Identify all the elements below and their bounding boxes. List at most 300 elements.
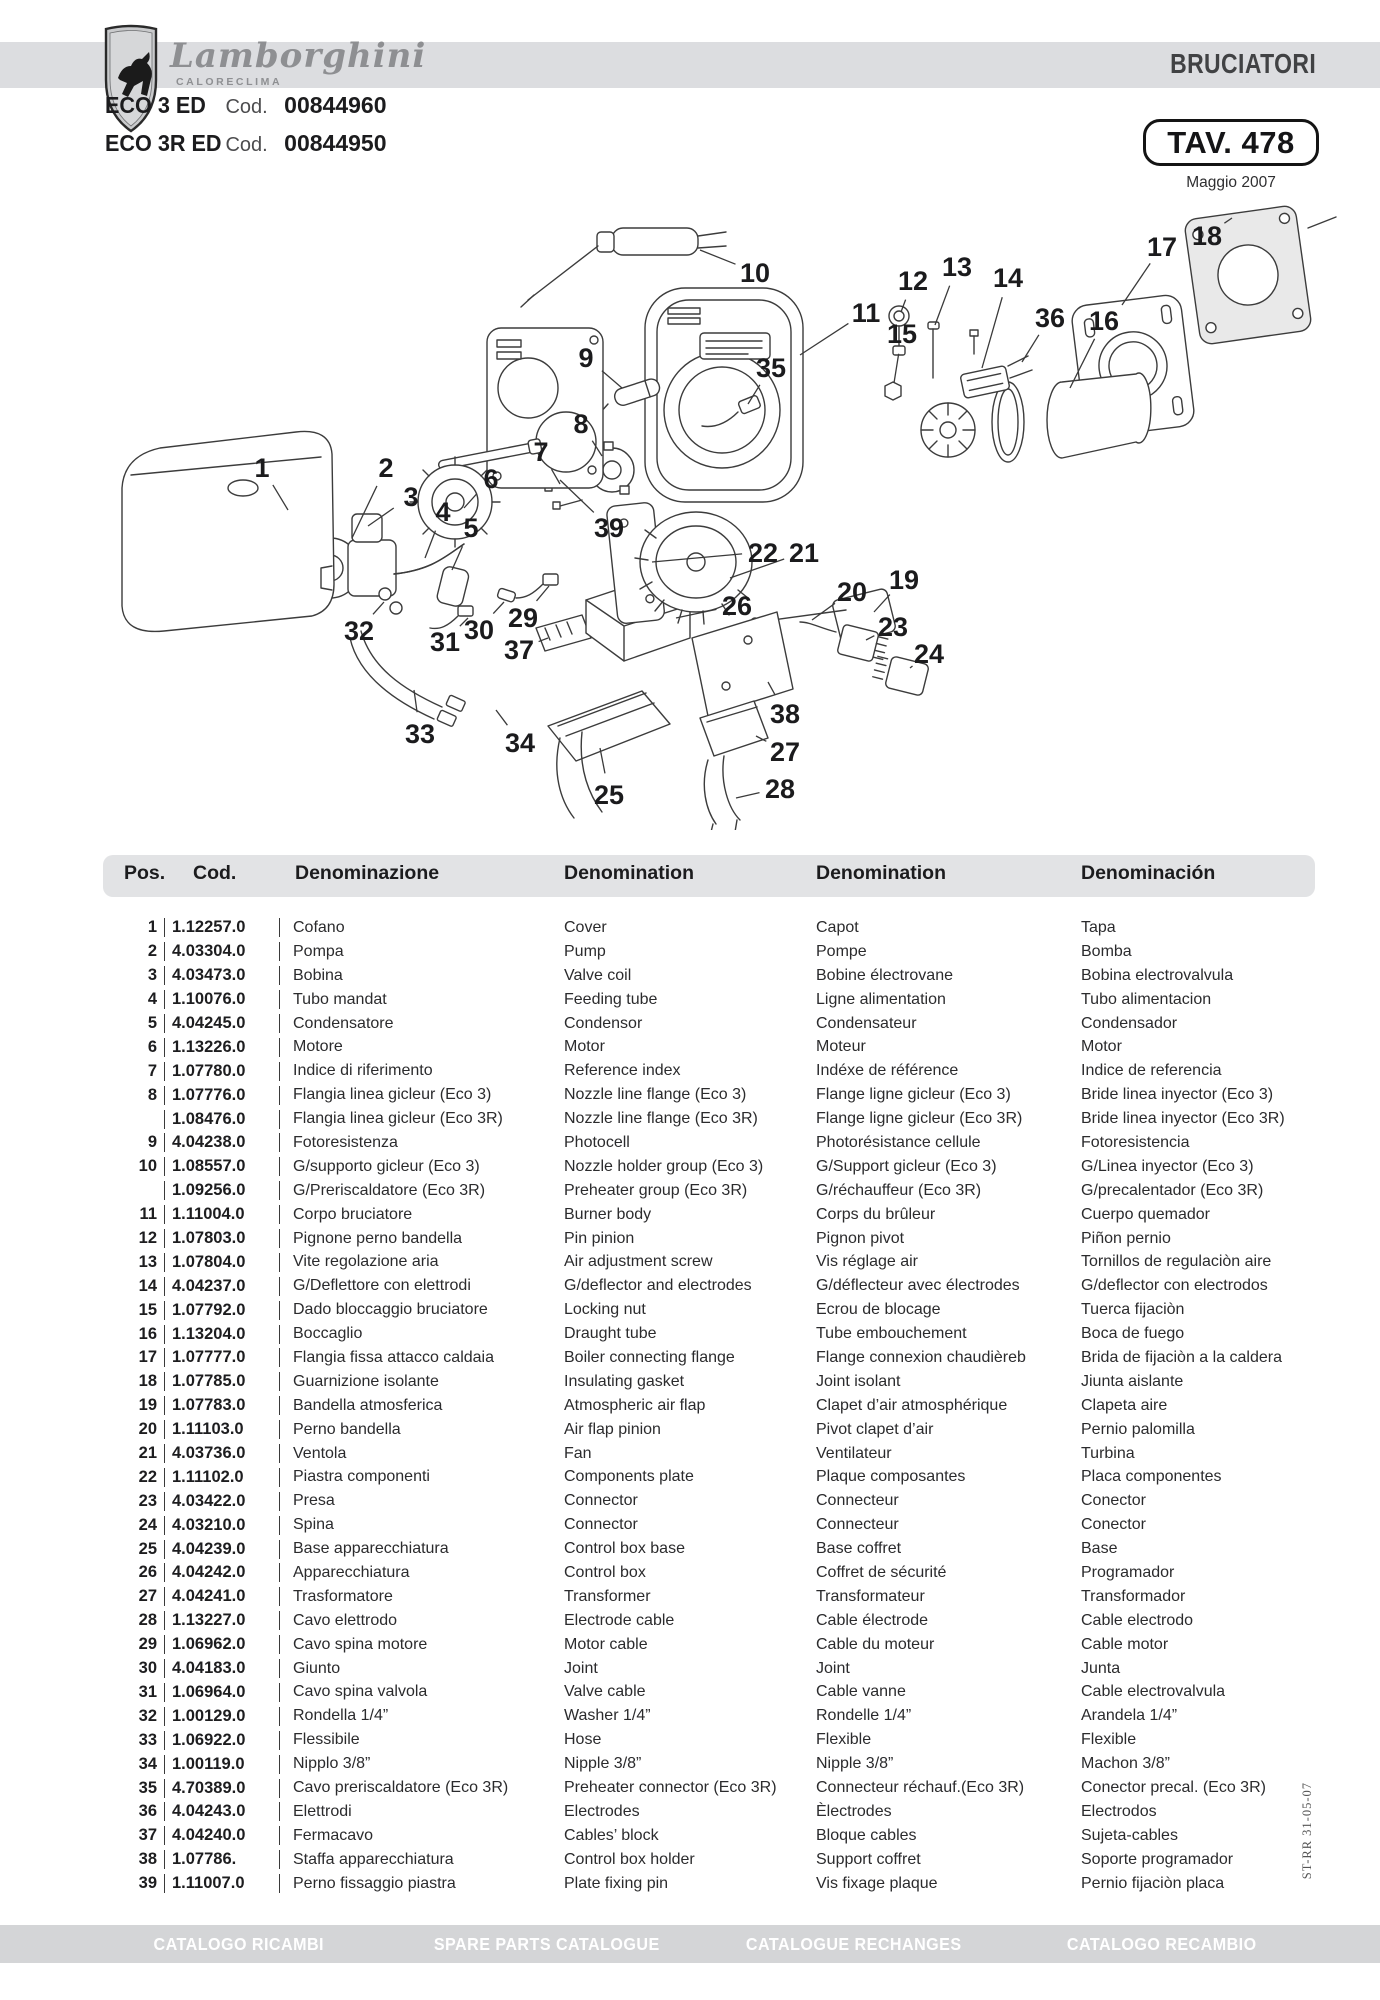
table-row [0, 1107, 1380, 1131]
cell-denomination-en: Valve cable [564, 1683, 646, 1701]
cell-denominacion: Jiunta aislante [1081, 1372, 1184, 1390]
part-number-21: 21 [788, 538, 820, 568]
leader-line-25 [600, 748, 605, 773]
cell-denominacion: Tornillos de regulaciòn aire [1081, 1253, 1272, 1271]
cell-denominazione: Piastra componenti [293, 1468, 430, 1486]
cell-cod: 1.07780.0 [164, 1062, 280, 1081]
part-number-8: 8 [573, 409, 589, 439]
cell-denominacion: Conector [1081, 1492, 1146, 1510]
cell-pos: 8 [147, 1085, 157, 1104]
table-row [0, 1346, 1380, 1370]
part-number-24: 24 [913, 639, 945, 669]
cell-denominacion: Sujeta-cables [1081, 1826, 1178, 1844]
leader-line-5 [452, 546, 463, 570]
cell-denomination-fr: Vis réglage air [816, 1253, 918, 1271]
cell-cod: 1.07786. [164, 1850, 280, 1869]
cell-pos: 34 [138, 1754, 157, 1773]
cell-pos: 26 [138, 1563, 157, 1582]
part-number-26: 26 [721, 591, 753, 621]
part-number-4: 4 [435, 497, 451, 527]
part-number-15: 15 [886, 319, 918, 349]
part-number-7: 7 [533, 437, 549, 467]
table-row [0, 1274, 1380, 1298]
table-row [0, 1083, 1380, 1107]
cell-denominazione: Perno fissaggio piastra [293, 1874, 456, 1892]
cell-denomination-en: Transformer [564, 1587, 651, 1605]
cell-pos: 21 [138, 1444, 157, 1463]
table-row [0, 988, 1380, 1012]
cell-denomination-en: Nipple 3/8” [564, 1755, 642, 1773]
cell-denominacion: Indice de referencia [1081, 1062, 1222, 1080]
cell-pos: 10 [138, 1157, 157, 1176]
table-row [0, 1681, 1380, 1705]
cell-denominazione: Indice di riferimento [293, 1062, 433, 1080]
parts-table-body [0, 916, 1380, 1896]
cell-denominacion: Clapeta aire [1081, 1396, 1168, 1414]
cell-denomination-en: Boiler connecting flange [564, 1348, 735, 1366]
col-header-denomination-en: Denomination [564, 862, 694, 884]
table-row [0, 1489, 1380, 1513]
cell-denominacion: Transformador [1081, 1587, 1186, 1605]
leader-line-28 [736, 793, 760, 798]
part-number-2: 2 [378, 453, 394, 483]
leader-line-15 [894, 354, 899, 383]
cell-denominacion: Conector [1081, 1516, 1146, 1534]
cell-denomination-fr: Plaque composantes [816, 1468, 966, 1486]
cell-denominazione: Pignone perno bandella [293, 1229, 463, 1247]
cell-denominacion: Bride linea inyector (Eco 3) [1081, 1086, 1274, 1104]
cell-denominacion: Cuerpo quemador [1081, 1205, 1210, 1223]
cell-pos: 30 [138, 1659, 157, 1678]
table-row [0, 1728, 1380, 1752]
leader-line-30 [493, 602, 504, 614]
cell-denominacion: Condensador [1081, 1014, 1178, 1032]
cell-denomination-fr: Joint [816, 1659, 850, 1677]
issue-date: Maggio 2007 [1186, 174, 1276, 191]
cell-cod: 1.13226.0 [164, 1038, 280, 1057]
cell-denominazione: Flangia linea gicleur (Eco 3) [293, 1086, 492, 1104]
cell-denominacion: Turbina [1081, 1444, 1135, 1462]
cell-pos: 25 [138, 1539, 157, 1558]
cell-denomination-fr: Coffret de sécurité [816, 1563, 947, 1581]
cell-cod: 1.00129.0 [164, 1707, 280, 1726]
cell-denomination-en: Locking nut [564, 1301, 646, 1319]
cell-cod: 1.11004.0 [164, 1205, 280, 1224]
cell-denominazione: Trasformatore [293, 1587, 393, 1605]
cell-pos: 27 [138, 1587, 157, 1606]
cell-pos: 19 [138, 1396, 157, 1415]
part-number-22: 22 [747, 538, 779, 568]
cell-denomination-en: Draught tube [564, 1325, 657, 1343]
cell-denominacion: Cable electrovalvula [1081, 1683, 1226, 1701]
model-line-1 [105, 92, 387, 130]
cell-denomination-fr: Photorésistance cellule [816, 1133, 981, 1151]
cell-denomination-en: Nozzle holder group (Eco 3) [564, 1157, 764, 1175]
cell-denominazione: Elettrodi [293, 1802, 352, 1820]
cell-cod: 1.13227.0 [164, 1611, 280, 1630]
cell-denomination-fr: Rondelle 1/4” [816, 1707, 912, 1725]
cell-denomination-fr: Nipple 3/8” [816, 1755, 894, 1773]
cell-pos: 6 [147, 1037, 157, 1056]
table-row [0, 1872, 1380, 1896]
cell-pos: 4 [147, 990, 157, 1009]
cell-pos: 11 [139, 1205, 157, 1224]
cell-pos: 22 [138, 1467, 157, 1486]
cell-denominazione: Base apparecchiatura [293, 1540, 449, 1558]
cell-denomination-fr: Cable électrode [816, 1611, 929, 1629]
diagram-artwork [122, 205, 1336, 830]
cell-denominazione: Nipplo 3/8” [293, 1755, 371, 1773]
cell-denomination-en: Connector [564, 1516, 638, 1534]
part-number-18: 18 [1191, 221, 1223, 251]
cell-denomination-en: Electrode cable [564, 1611, 675, 1629]
model-line-2 [105, 130, 387, 168]
part-number-36: 36 [1034, 303, 1066, 333]
footer-label-es: CATALOGO RECAMBIO [1066, 1933, 1257, 1954]
cell-cod: 1.07783.0 [164, 1396, 280, 1415]
part-number-28: 28 [764, 774, 796, 804]
cell-denominacion: Bobina electrovalvula [1081, 966, 1234, 984]
cell-denomination-fr: Vis fixage plaque [816, 1874, 938, 1892]
cell-cod: 1.06962.0 [164, 1635, 280, 1654]
cell-denomination-en: Atmospheric air flap [564, 1396, 706, 1414]
cell-pos: 16 [138, 1324, 157, 1343]
part-number-39: 39 [593, 513, 625, 543]
cell-denominazione: Bandella atmosferica [293, 1396, 443, 1414]
cell-denomination-en: Preheater connector (Eco 3R) [564, 1779, 777, 1796]
leader-line-36 [1022, 335, 1039, 362]
cell-denomination-fr: Èlectrodes [816, 1802, 892, 1820]
cell-denomination-en: Pin pinion [564, 1229, 635, 1247]
part-number-23: 23 [877, 612, 909, 642]
cell-denominacion: Conector precal. (Eco 3R) [1081, 1779, 1266, 1796]
cell-cod: 1.11007.0 [164, 1874, 280, 1893]
cell-denominazione: Boccaglio [293, 1325, 363, 1343]
cell-cod: 1.08557.0 [164, 1157, 280, 1176]
part-number-32: 32 [343, 616, 375, 646]
table-row [0, 1561, 1380, 1585]
cell-denominazione: Spina [293, 1516, 334, 1534]
part-number-17: 17 [1146, 232, 1178, 262]
cell-pos: 35 [138, 1778, 157, 1797]
cell-denomination-fr: Flange ligne gicleur (Eco 3R) [816, 1110, 1023, 1128]
part-number-38: 38 [769, 699, 801, 729]
part-number-9: 9 [578, 343, 594, 373]
cell-denominazione: Cofano [293, 918, 345, 936]
leader-line-14 [982, 297, 1002, 368]
table-row [0, 1657, 1380, 1681]
cell-denominazione: Apparecchiatura [293, 1563, 410, 1581]
cell-denominazione: Flangia linea gicleur (Eco 3R) [293, 1110, 503, 1128]
cell-denomination-fr: Connecteur [816, 1516, 899, 1534]
cell-denominacion: Placa componentes [1081, 1468, 1222, 1486]
cell-denominazione: Cavo spina valvola [293, 1683, 428, 1701]
part-number-3: 3 [403, 482, 419, 512]
cell-denomination-en: Electrodes [564, 1802, 640, 1820]
part-number-25: 25 [593, 780, 625, 810]
cell-denominazione: Presa [293, 1492, 335, 1510]
cell-denomination-fr: Cable vanne [816, 1683, 906, 1701]
cell-cod: 4.03304.0 [164, 942, 280, 961]
cell-denomination-en: Air flap pinion [564, 1420, 661, 1438]
cell-denominacion: Boca de fuego [1081, 1325, 1185, 1343]
cell-pos: 12 [138, 1229, 157, 1248]
cell-denomination-en: Preheater group (Eco 3R) [564, 1181, 748, 1199]
cell-denominacion: Fotoresistencia [1081, 1133, 1190, 1151]
cell-cod: 4.04238.0 [164, 1133, 280, 1152]
col-header-denominazione: Denominazione [295, 862, 440, 884]
cell-denominacion: Electrodos [1081, 1802, 1157, 1820]
table-row [0, 1298, 1380, 1322]
cell-pos: 15 [138, 1300, 157, 1319]
table-row [0, 1513, 1380, 1537]
cell-pos: 2 [147, 942, 157, 961]
part-number-31: 31 [429, 627, 461, 657]
part-number-19: 19 [888, 565, 920, 595]
cell-denominacion: Soporte programador [1081, 1850, 1234, 1868]
part-number-10: 10 [739, 258, 771, 288]
table-row [0, 1322, 1380, 1346]
part-number-33: 33 [404, 719, 436, 749]
cell-cod: 4.04241.0 [164, 1587, 280, 1606]
cell-cod: 4.03422.0 [164, 1492, 280, 1511]
table-row [0, 1752, 1380, 1776]
cell-denomination-en: Control box holder [564, 1850, 695, 1868]
cell-denominazione: G/Deflettore con elettrodi [293, 1277, 471, 1295]
cell-pos: 33 [138, 1730, 157, 1749]
cell-cod: 4.70389.0 [164, 1779, 280, 1798]
cell-cod: 1.13204.0 [164, 1325, 280, 1344]
cell-denominazione: Vite regolazione aria [293, 1253, 439, 1271]
cell-denomination-en: Photocell [564, 1133, 630, 1151]
brand-wordmark: Lamborghini [170, 36, 427, 76]
cell-denomination-fr: Ecrou de blocage [816, 1301, 941, 1319]
cell-cod: 4.04243.0 [164, 1802, 280, 1821]
cell-denomination-fr: Connecteur réchauf.(Eco 3R) [816, 1779, 1025, 1796]
cell-denomination-fr: Pivot clapet d’air [816, 1420, 934, 1438]
cell-cod: 1.12257.0 [164, 918, 280, 937]
cell-denominacion: Motor [1081, 1038, 1122, 1056]
table-row [0, 1609, 1380, 1633]
brand-subtitle: CALORECLIMA [176, 76, 283, 88]
table-row [0, 1035, 1380, 1059]
cell-denominacion: Flexible [1081, 1731, 1137, 1749]
part-number-11: 11 [851, 298, 881, 328]
cell-pos: 36 [138, 1802, 157, 1821]
table-row [0, 1131, 1380, 1155]
cod-label: Cod. [225, 96, 268, 118]
cell-denomination-fr: Joint isolant [816, 1372, 901, 1390]
cell-denominazione: G/Preriscaldatore (Eco 3R) [293, 1181, 486, 1199]
model-code: 00844950 [284, 130, 387, 156]
part-number-6: 6 [483, 464, 499, 494]
cell-denomination-fr: Indéxe de référence [816, 1062, 959, 1080]
table-row [0, 1370, 1380, 1394]
cell-denomination-en: Pump [564, 942, 606, 960]
cell-denominacion: Piñon pernio [1081, 1229, 1171, 1247]
cell-cod: 4.04240.0 [164, 1826, 280, 1845]
cell-denomination-en: Condensor [564, 1014, 643, 1032]
cell-cod: 1.06964.0 [164, 1683, 280, 1702]
cell-cod: 4.04245.0 [164, 1014, 280, 1033]
cell-denomination-en: Washer 1/4” [564, 1707, 651, 1725]
cell-denominazione: Corpo bruciatore [293, 1205, 413, 1223]
cell-denomination-en: Motor cable [564, 1635, 648, 1653]
cell-cod: 1.11102.0 [164, 1468, 280, 1487]
cell-denomination-en: Control box [564, 1563, 646, 1581]
part-number-30: 30 [463, 615, 495, 645]
cell-denominacion: Tubo alimentacion [1081, 990, 1212, 1008]
cell-denominazione: Flessibile [293, 1731, 360, 1749]
leader-line-10 [700, 250, 736, 264]
cell-cod: 1.07785.0 [164, 1372, 280, 1391]
cell-denominacion: G/precalentador (Eco 3R) [1081, 1181, 1264, 1199]
leader-line-34 [496, 710, 507, 725]
cell-denomination-fr: Corps du brûleur [816, 1205, 936, 1223]
footer-band [0, 1925, 1380, 1963]
part-number-29: 29 [507, 603, 539, 633]
cell-cod: 1.07776.0 [164, 1086, 280, 1105]
model-codes [105, 92, 387, 168]
cell-pos: 23 [138, 1491, 157, 1510]
cell-denomination-fr: Moteur [816, 1038, 866, 1056]
cell-denomination-en: Valve coil [564, 966, 632, 984]
cell-pos: 20 [138, 1420, 157, 1439]
cell-denomination-en: Hose [564, 1731, 602, 1749]
part-number-16: 16 [1088, 306, 1120, 336]
cell-denominazione: Perno bandella [293, 1420, 401, 1438]
cell-denominacion: Cable electrodo [1081, 1611, 1194, 1629]
footer-labels [85, 1925, 1315, 1963]
cell-pos: 7 [147, 1061, 157, 1080]
cell-pos: 37 [138, 1826, 157, 1845]
footer-label-en: SPARE PARTS CATALOGUE [433, 1933, 660, 1954]
cell-denomination-en: Feeding tube [564, 990, 658, 1008]
cell-denominacion: Tuerca fijaciòn [1081, 1301, 1185, 1319]
cell-denomination-en: Fan [564, 1444, 592, 1462]
model-name: ECO 3 ED [105, 92, 206, 118]
cell-denomination-fr: G/Support gicleur (Eco 3) [816, 1157, 997, 1175]
col-header-denominacion: Denominación [1081, 862, 1216, 884]
cell-pos: 1 [147, 918, 157, 937]
cell-denomination-fr: Flange connexion chaudièreb [816, 1348, 1026, 1366]
cell-denomination-fr: Condensateur [816, 1014, 917, 1032]
footer-label-fr: CATALOGUE RECHANGES [745, 1933, 962, 1954]
section-title: BRUCIATORI [1169, 48, 1316, 79]
cell-denomination-fr: Transformateur [816, 1587, 925, 1605]
cell-denomination-fr: Connecteur [816, 1492, 899, 1510]
cell-denominazione: Pompa [293, 942, 344, 960]
cell-denomination-fr: Capot [816, 918, 859, 936]
part-number-1: 1 [254, 453, 270, 483]
cell-cod: 1.10076.0 [164, 990, 280, 1009]
table-row [0, 1059, 1380, 1083]
cell-cod: 4.04242.0 [164, 1563, 280, 1582]
table-row [0, 916, 1380, 940]
cell-pos: 38 [138, 1850, 157, 1869]
cell-denominacion: G/deflector con electrodos [1081, 1277, 1268, 1295]
cell-pos: 9 [147, 1133, 157, 1152]
table-row [0, 1465, 1380, 1489]
cell-cod: 1.07803.0 [164, 1229, 280, 1248]
cell-denominazione: Condensatore [293, 1014, 394, 1032]
cell-denominacion: Machon 3/8” [1081, 1755, 1170, 1773]
cell-denominazione: Ventola [293, 1444, 347, 1462]
table-row [0, 1203, 1380, 1227]
cell-denominacion: Arandela 1/4” [1081, 1707, 1178, 1725]
cell-denominacion: G/Linea inyector (Eco 3) [1081, 1157, 1254, 1175]
leader-line-32 [373, 602, 384, 614]
cell-denomination-en: Insulating gasket [564, 1372, 685, 1390]
table-row [0, 1394, 1380, 1418]
part-number-34: 34 [504, 728, 536, 758]
cell-denomination-en: Burner body [564, 1205, 652, 1223]
cell-cod: 1.07777.0 [164, 1348, 280, 1367]
cell-cod: 1.07804.0 [164, 1253, 280, 1272]
table-row [0, 1227, 1380, 1251]
cell-denominazione: Bobina [293, 966, 343, 984]
cell-denomination-fr: Clapet d’air atmosphérique [816, 1396, 1008, 1414]
table-row [0, 1179, 1380, 1203]
leader-line-13 [935, 286, 950, 325]
cell-denominacion: Cable motor [1081, 1635, 1169, 1653]
part-number-27: 27 [769, 737, 801, 767]
table-row [0, 964, 1380, 988]
table-row [0, 1824, 1380, 1848]
cell-pos: 28 [138, 1611, 157, 1630]
cell-denominacion: Bride linea inyector (Eco 3R) [1081, 1110, 1285, 1128]
cell-denominacion: Base [1081, 1540, 1118, 1558]
footer-label-it: CATALOGO RICAMBI [153, 1933, 324, 1954]
print-reference: ST-RR 31-05-07 [1300, 1782, 1314, 1880]
cell-cod: 4.03473.0 [164, 966, 280, 985]
cell-denomination-en: G/deflector and electrodes [564, 1277, 752, 1295]
cell-denominazione: Motore [293, 1038, 343, 1056]
cell-denominacion: Brida de fijaciòn a la caldera [1081, 1348, 1283, 1366]
cell-denominazione: Cavo preriscaldatore (Eco 3R) [293, 1779, 509, 1796]
table-row [0, 1704, 1380, 1728]
exploded-diagram [0, 170, 1380, 830]
cell-denomination-en: Joint [564, 1659, 598, 1677]
cell-denominazione: Flangia fissa attacco caldaia [293, 1348, 494, 1366]
cell-denomination-fr: Ligne alimentation [816, 990, 946, 1008]
cell-cod: 1.07792.0 [164, 1301, 280, 1320]
table-row [0, 1250, 1380, 1274]
cell-pos: 32 [138, 1706, 157, 1725]
cell-denominazione: Dado bloccaggio bruciatore [293, 1301, 488, 1319]
cell-denomination-en: Nozzle line flange (Eco 3) [564, 1086, 747, 1104]
cell-denominazione: Staffa apparecchiatura [293, 1850, 454, 1868]
table-number-box: TAV. 478 [1143, 119, 1319, 166]
cell-denomination-fr: Flange ligne gicleur (Eco 3) [816, 1086, 1011, 1104]
table-row [0, 1800, 1380, 1824]
cell-denomination-en: Cables’ block [564, 1826, 659, 1844]
cell-denominazione: Cavo spina motore [293, 1635, 428, 1653]
cell-pos: 18 [138, 1372, 157, 1391]
cell-denominacion: Pernio fijaciòn placa [1081, 1874, 1225, 1892]
cell-denomination-fr: Support coffret [816, 1850, 921, 1868]
cell-cod: 1.11103.0 [164, 1420, 280, 1439]
table-row [0, 1537, 1380, 1561]
table-row [0, 1012, 1380, 1036]
col-header-denomination-fr: Denomination [816, 862, 946, 884]
cell-denominazione: Rondella 1/4” [293, 1707, 389, 1725]
cell-denomination-en: Nozzle line flange (Eco 3R) [564, 1110, 758, 1128]
cell-denomination-fr: Bobine électrovane [816, 966, 953, 984]
cell-cod: 1.00119.0 [164, 1755, 280, 1774]
part-number-12: 12 [897, 266, 929, 296]
cell-pos: 31 [138, 1682, 157, 1701]
